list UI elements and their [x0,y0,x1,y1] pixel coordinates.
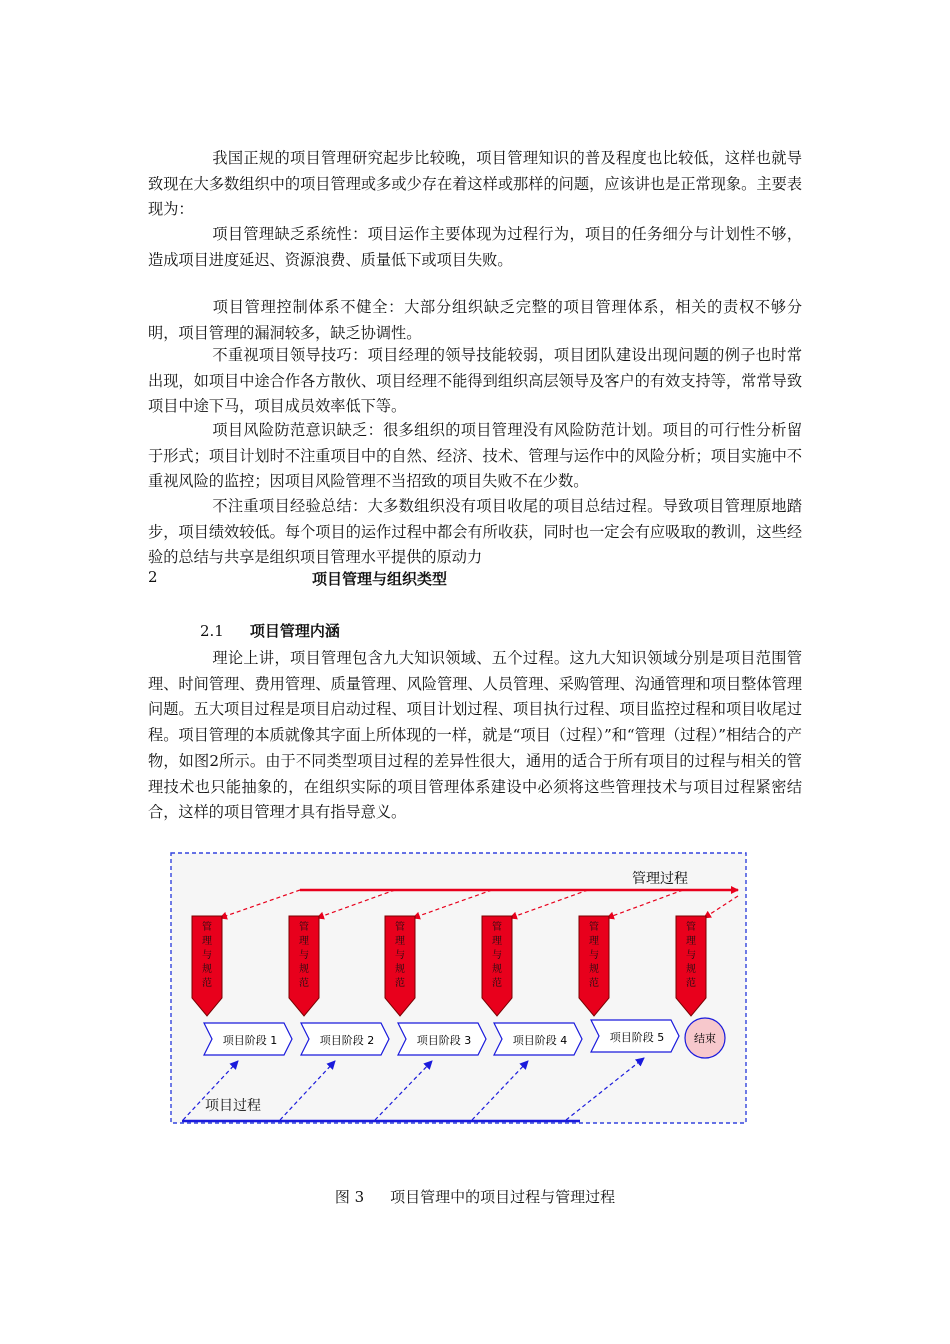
diagram-background [171,853,746,1123]
project-process-label: 项目过程 [205,1098,261,1114]
problem-paragraph-risk: 项目风险防范意识缺乏：很多组织的项目管理没有风险防范计划。项目的可行性分析留于形式；项目计划时不注重项目中的自然、经济、技术、管理与运作中的风险分析；项目实施中不重视风险的监控；因项目风险管理不当招致的项目失败不在少数。 [148,421,802,491]
arrow-char: 与 [299,950,309,961]
problem-paragraph-systematic: 项目管理缺乏系统性：项目运作主要体现为过程行为，项目的任务细分与计划性不够，造成项目进度延迟、资源浪费、质量低下或项目失败。 [148,225,802,269]
intro-paragraph: 我国正规的项目管理研究起步比较晚，项目管理知识的普及程度也比较低，这样也就导致现在大多数组织中的项目管理或多或少存在着这样或那样的问题，应该讲也是正常现象。主要表现为： [148,149,802,219]
arrow-char: 与 [589,950,599,961]
arrow-char: 范 [202,978,212,989]
arrow-char: 管 [299,922,309,933]
arrow-char: 范 [395,978,405,989]
stage-box [204,1023,292,1055]
section-heading [148,568,802,592]
arrow-char: 理 [686,936,696,947]
problem-paragraph-experience: 不注重项目经验总结：大多数组织没有项目收尾的项目总结过程。导致项目管理原地踏步，项目绩效较低。每个项目的运作过程中都会有所收获，同时也一定会有应吸取的教训，这些经验的总结与共享是组织项目管理水平提供的原动力 [148,497,802,567]
arrow-char: 范 [299,978,309,989]
stage-box [301,1023,389,1055]
stage-label: 项目阶段 2 [319,1034,375,1047]
section-title: 项目管理与组织类型 [312,570,448,588]
arrow-char: 理 [589,936,599,947]
stage-box [398,1023,486,1055]
arrow-char: 范 [686,978,696,989]
figure-caption [0,1186,950,1207]
arrow-char: 与 [492,950,502,961]
arrow-char: 管 [395,922,405,933]
arrow-char: 规 [299,964,309,975]
arrow-char: 管 [202,922,212,933]
caption-number: 图 3 [334,1188,365,1206]
arrow-char: 规 [686,964,696,975]
theory-paragraph: 理论上讲，项目管理包含九大知识领域、五个过程。这九大知识领域分别是项目范围管理、时间管理、费用管理、质量管理、风险管理、人员管理、采购管理、沟通管理和项目整体管理问题。五大项目过程是项目启动过程、项目计划过程、项目执行过程、项目监控过程和项目收尾过程。项目管理的本质就像其字面上所体现的一样，就是“项目（过程）”和“管理（过程）”相结合的产物，如图2所示。由于不同类型项目过程的差异性很大，通用的适合于所有项目的过程与相关的管理技术也只能抽象的，在组织实际的项目管理体系建设中必须将这些管理技术与项目过程紧密结合，这样的项目管理才具有指导意义。 [148,649,802,822]
management-arrow [482,916,512,1016]
management-arrow [579,916,609,1016]
arrow-char: 与 [202,950,212,961]
management-arrow [385,916,415,1016]
arrow-char: 范 [492,978,502,989]
arrow-char: 范 [589,978,599,989]
stage-label: 项目阶段 4 [512,1034,568,1047]
arrow-char: 管 [589,922,599,933]
arrow-char: 理 [492,936,502,947]
caption-title: 项目管理中的项目过程与管理过程 [390,1188,616,1206]
arrow-char: 规 [492,964,502,975]
subsection-title: 项目管理内涵 [249,622,340,640]
management-process-label: 管理过程 [632,871,688,887]
subsection-heading [200,620,340,642]
arrow-char: 理 [202,936,212,947]
arrow-char: 规 [202,964,212,975]
arrow-char: 管 [492,922,502,933]
stage-box [494,1023,582,1055]
arrow-char: 规 [395,964,405,975]
problem-paragraph-leadership: 不重视项目领导技巧：项目经理的领导技能较弱，项目团队建设出现问题的例子也时常出现，如项目中途合作各方散伙、项目经理不能得到组织高层领导及客户的有效支持等，常常导致项目中途下马，项目成员效率低下等。 [148,346,802,416]
stage-label: 项目阶段 3 [416,1034,472,1047]
arrow-char: 与 [686,950,696,961]
arrow-char: 理 [299,936,309,947]
stage-box [591,1020,679,1052]
management-arrow [676,916,706,1016]
management-arrow [192,916,222,1016]
arrow-char: 理 [395,936,405,947]
subsection-number: 2.1 [200,622,224,640]
arrow-char: 管 [686,922,696,933]
arrow-char: 规 [589,964,599,975]
problem-paragraph-control: 项目管理控制体系不健全：大部分组织缺乏完整的项目管理体系，相关的责权不够分明，项目管理的漏洞较多，缺乏协调性。 [148,298,802,342]
arrow-char: 与 [395,950,405,961]
process-diagram [170,852,747,1124]
end-label: 结束 [694,1032,716,1045]
stage-label: 项目阶段 5 [609,1031,665,1044]
section-number: 2 [148,568,158,586]
management-arrow [289,916,319,1016]
stage-label: 项目阶段 1 [222,1034,278,1047]
